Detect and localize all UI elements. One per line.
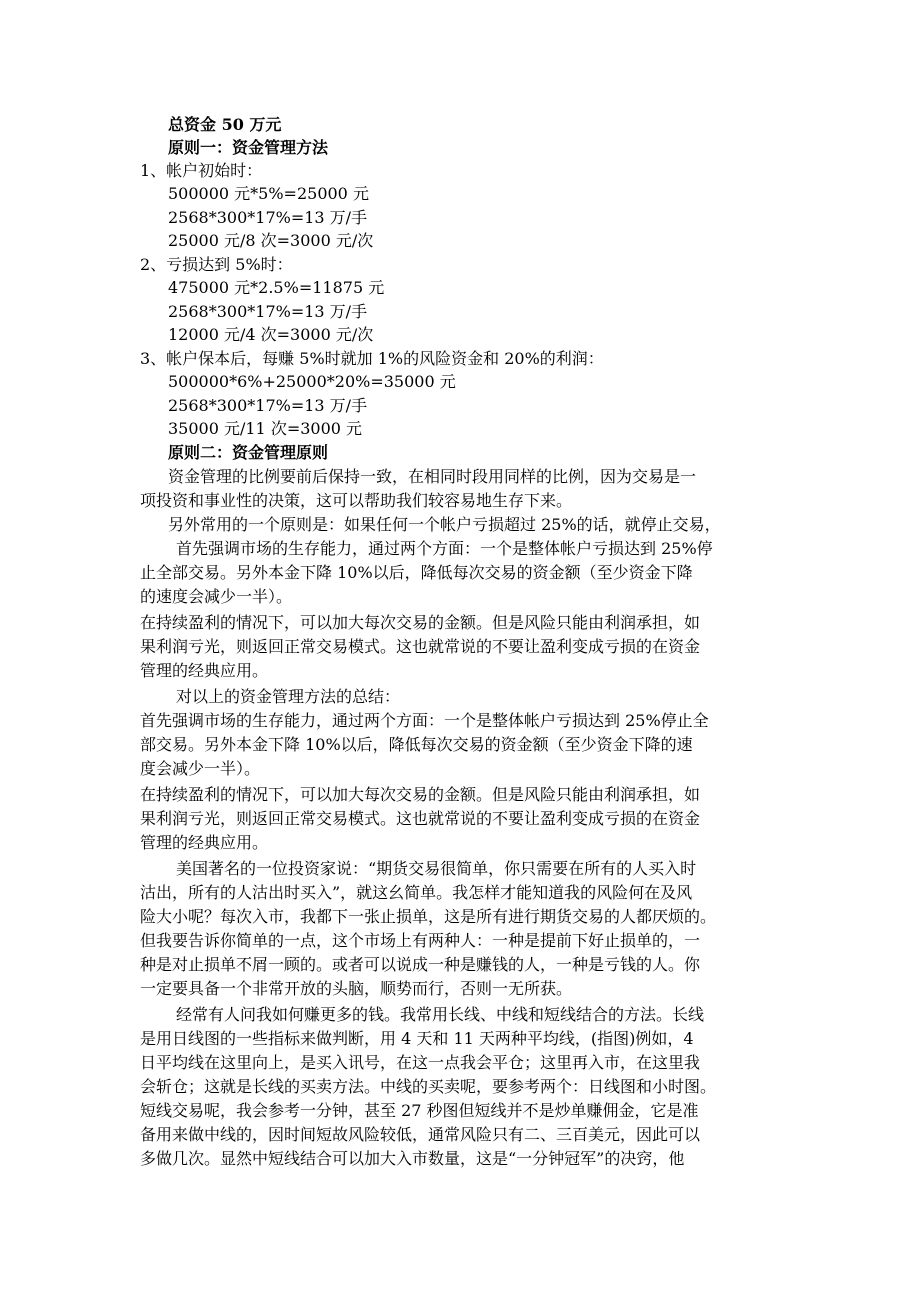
paragraph-line: 险大小呢？每次入市，我都下一张止损单，这是所有进行期货交易的人都厌烦的。: [140, 907, 717, 926]
paragraph-line: 是用日线图的一些指标来做判断，用 4 天和 11 天两种平均线，(指图)例如，4: [140, 1029, 694, 1048]
paragraph-line: 另外常用的一个原则是：如果任何一个帐户亏损超过 25%的话，就停止交易，: [168, 515, 721, 534]
formula-line: 2568*300*17%=13 万/手: [168, 302, 368, 321]
paragraph-line: 首先强调市场的生存能力，通过两个方面：一个是整体帐户亏损达到 25%停: [176, 539, 713, 558]
paragraph-line: 但我要告诉你简单的一点，这个市场上有两种人：一种是提前下好止损单的，一: [140, 931, 701, 950]
paragraph-line: 一定要具备一个非常开放的头脑，顺势而行，否则一无所获。: [140, 979, 573, 998]
paragraph-line: 部交易。另外本金下降 10%以后，降低每次交易的资金额（至少资金下降的速: [140, 735, 693, 754]
formula-line: 25000 元/8 次=3000 元/次: [168, 231, 374, 250]
formula-line: 500000*6%+25000*20%=35000 元: [168, 372, 456, 391]
formula-line: 2568*300*17%=13 万/手: [168, 208, 368, 227]
paragraph-line: 多做几次。显然中短线结合可以加大入市数量，这是“一分钟冠军”的决窍，他: [140, 1149, 685, 1168]
paragraph-line: 首先强调市场的生存能力，通过两个方面：一个是整体帐户亏损达到 25%停止全: [140, 711, 709, 730]
paragraph-line: 在持续盈利的情况下，可以加大每次交易的金额。但是风险只能由利润承担，如: [140, 613, 701, 632]
formula-line: 475000 元*2.5%=11875 元: [168, 278, 385, 297]
paragraph-line: 项投资和事业性的决策，这可以帮助我们较容易地生存下来。: [140, 491, 573, 510]
formula-line: 12000 元/4 次=3000 元/次: [168, 325, 374, 344]
doc-title: 总资金 50 万元: [168, 115, 282, 134]
paragraph-line: 果利润亏光，则返回正常交易模式。这也就常说的不要让盈利变成亏损的在资金: [140, 637, 701, 656]
paragraph-line: 备用来做中线的，因时间短故风险较低，通常风险只有二、三百美元，因此可以: [140, 1125, 701, 1144]
paragraph-line: 经常有人问我如何赚更多的钱。我常用长线、中线和短线结合的方法。长线: [176, 1005, 705, 1024]
principle-two-heading: 原则二：资金管理原则: [168, 443, 329, 462]
paragraph-line: 种是对止损单不屑一顾的。或者可以说成一种是赚钱的人，一种是亏钱的人。你: [140, 955, 701, 974]
formula-line: 500000 元*5%=25000 元: [168, 184, 369, 203]
paragraph-line: 沽出，所有的人沽出时买入”，就这幺简单。我怎样才能知道我的风险何在及风: [140, 883, 693, 902]
paragraph-line: 的速度会减少一半）。: [140, 587, 293, 606]
paragraph-line: 果利润亏光，则返回正常交易模式。这也就常说的不要让盈利变成亏损的在资金: [140, 809, 701, 828]
section-2-label: 2、亏损达到 5%时：: [140, 255, 293, 274]
paragraph-line: 美国著名的一位投资家说：“期货交易很简单，你只需要在所有的人买入时: [176, 859, 697, 878]
paragraph-line: 日平均线在这里向上，是买入讯号，在这一点我会平仓；这里再入市，在这里我: [140, 1053, 701, 1072]
paragraph-line: 度会减少一半）。: [140, 759, 261, 778]
paragraph-line: 管理的经典应用。: [140, 833, 269, 852]
paragraph-line: 资金管理的比例要前后保持一致，在相同时段用同样的比例，因为交易是一: [168, 467, 697, 486]
paragraph-line: 在持续盈利的情况下，可以加大每次交易的金额。但是风险只能由利润承担，如: [140, 785, 701, 804]
paragraph-line: 对以上的资金管理方法的总结：: [176, 687, 401, 706]
paragraph-line: 止全部交易。另外本金下降 10%以后，降低每次交易的资金额（至少资金下降: [140, 563, 693, 582]
formula-line: 2568*300*17%=13 万/手: [168, 396, 368, 415]
paragraph-line: 会斩仓；这就是长线的买卖方法。中线的买卖呢，要参考两个：日线图和小时图。: [140, 1077, 717, 1096]
paragraph-line: 短线交易呢，我会参考一分钟，甚至 27 秒图但短线并不是炒单赚佣金，它是准: [140, 1101, 699, 1120]
paragraph-line: 管理的经典应用。: [140, 661, 269, 680]
section-1-label: 1、帐户初始时：: [140, 161, 263, 180]
principle-one-heading: 原则一：资金管理方法: [168, 138, 329, 157]
formula-line: 35000 元/11 次=3000 元: [168, 419, 363, 438]
section-3-label: 3、帐户保本后，每赚 5%时就加 1%的风险资金和 20%的利润：: [140, 349, 604, 368]
